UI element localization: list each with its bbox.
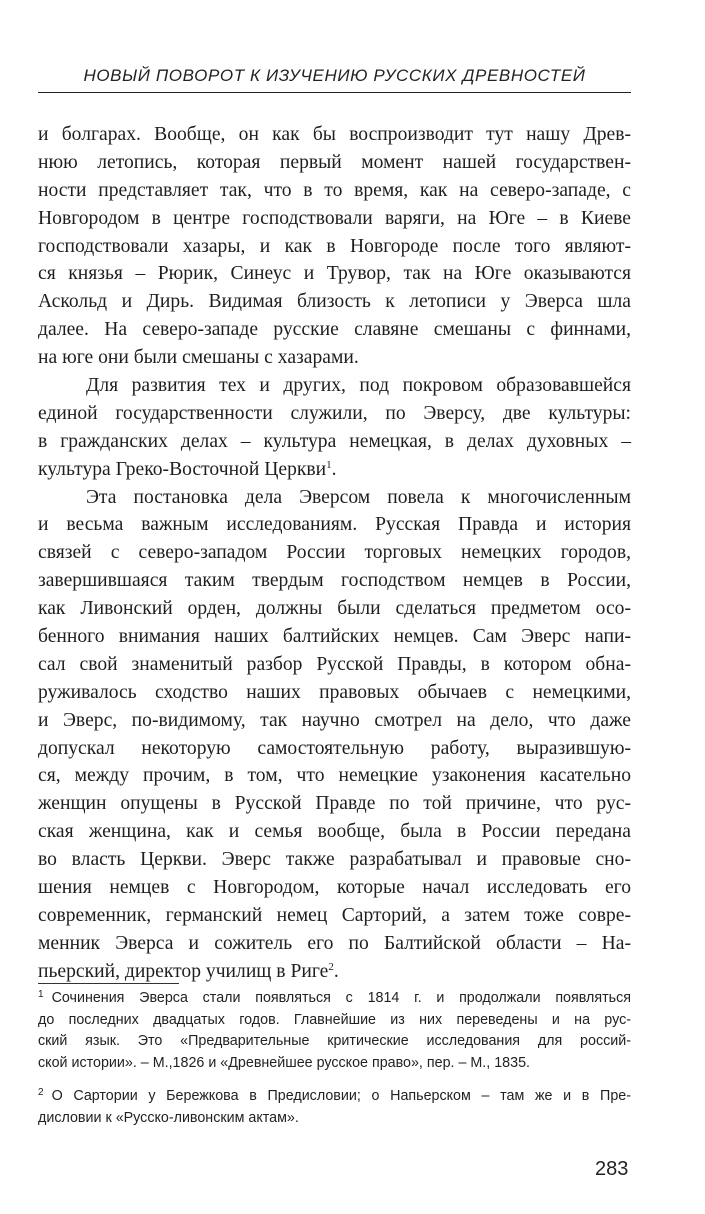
body-line: как Ливонский орден, должны были сделаться предметом осо- [38,598,631,620]
footnote-ref[interactable]: 2 [328,960,334,973]
body-line: ся, между прочим, в том, что немецкие узаконения касательно [38,765,631,787]
body-line: ская женщина, как и семья вообще, была в России передана [38,821,631,843]
body-line: ся князья – Рюрик, Синеус и Трувор, так на Юге оказываются [38,263,631,285]
body-line-text: пьерский, директор училищ в Риге [38,960,329,982]
body-text [38,121,631,986]
footnote-gap [38,1074,631,1086]
page-number: 283 [595,1158,629,1180]
body-line-text: культура Греко-Восточной Церкви [38,458,327,480]
body-line: шения немцев с Новгородом, которые начал исследовать его [38,877,631,899]
period: . [333,960,339,982]
body-line: и болгарах. Вообще, он как бы воспроизводит тут нашу Древ- [38,124,631,145]
body-line: ности представляет так, что в то время, как на северо-западе, с [38,179,631,201]
footnote-ref[interactable]: 1 [326,458,332,471]
body-line: далее. На северо-западе русские славяне смешаны с финнами, [38,319,631,341]
body-line: нюю летопись, которая первый момент нашей государствен- [38,151,631,173]
footnote-text: О Сартории у Бережкова в Предисловии; о Напьерском – там же и в Пре- [51,1088,631,1104]
body-line: единой государственности служили, по Эверсу, две культуры: [38,402,631,424]
body-line: бенного внимания наших балтийских немцев. Сам Эверс напи- [38,626,631,648]
body-line: Для развития тех и других, под покровом образовавшейся [86,375,631,397]
footnote-text: Сочинения Эверса стали появляться с 1814 г. и продолжали появляться [51,990,631,1006]
footnote-number: 2 [38,1087,44,1098]
body-line: и весьма важным исследованиям. Русская Правда и история [38,514,631,536]
body-line: связей с северо-западом России торговых немецких городов, [38,542,631,564]
body-line: Новгородом в центре господствовали варяги, на Юге – в Киеве [38,207,631,229]
footnote-number: 1 [38,989,44,1000]
body-line: допускал некоторую самостоятельную работу, выразившую- [38,737,631,759]
body-line: современник, германский немец Сарторий, а затем тоже совре- [38,904,631,926]
body-line: господствовали хазары, и как в Новгороде после того являют- [38,235,631,257]
body-line [38,958,631,986]
body-line: женщин опущены в Русской Правде по той причине, что рус- [38,793,631,815]
body-line: в гражданских делах – культура немецкая, в делах духовных – [38,430,631,452]
body-line: Аскольд и Дирь. Видимая близость к летописи у Эверса шла [38,291,631,313]
body-line: менник Эверса и сожитель его по Балтийской области – На- [38,932,631,954]
footnote-line [38,1086,631,1108]
footnote-rule [38,983,179,984]
body-line: сал свой знаменитый разбор Русской Правды, в котором обна- [38,653,631,675]
footnote-line [38,988,631,1010]
footnote-line: до последних двадцатых годов. Главнейшие из них переведены и на рус- [38,1011,631,1028]
body-line [38,456,631,484]
body-line: во власть Церкви. Эверс также разрабатывал и правовые сно- [38,849,631,871]
body-line: завершившаяся таким твердым господством немцев в России, [38,570,631,592]
footnote-line: дисловии к «Русско-ливонским актам». [38,1109,299,1126]
body-line: руживалось сходство наших правовых обычаев с немецкими, [38,681,631,703]
period: . [331,458,337,480]
body-line: и Эверс, по-видимому, так научно смотрел на дело, что даже [38,709,631,731]
header-rule [38,92,631,93]
footnotes [38,988,631,1129]
footnote-line: ский язык. Это «Предварительные критические исследования для россий- [38,1033,631,1049]
body-line: Эта постановка дела Эверсом повела к многочисленным [86,486,631,508]
running-header: НОВЫЙ ПОВОРОТ К ИЗУЧЕНИЮ РУССКИХ ДРЕВНОСТЕЙ [83,66,586,85]
footnote-line: ской истории». – М.,1826 и «Древнейшее русское право», пер. – М., 1835. [38,1054,530,1071]
body-line: на юге они были смешаны с хазарами. [38,347,359,369]
